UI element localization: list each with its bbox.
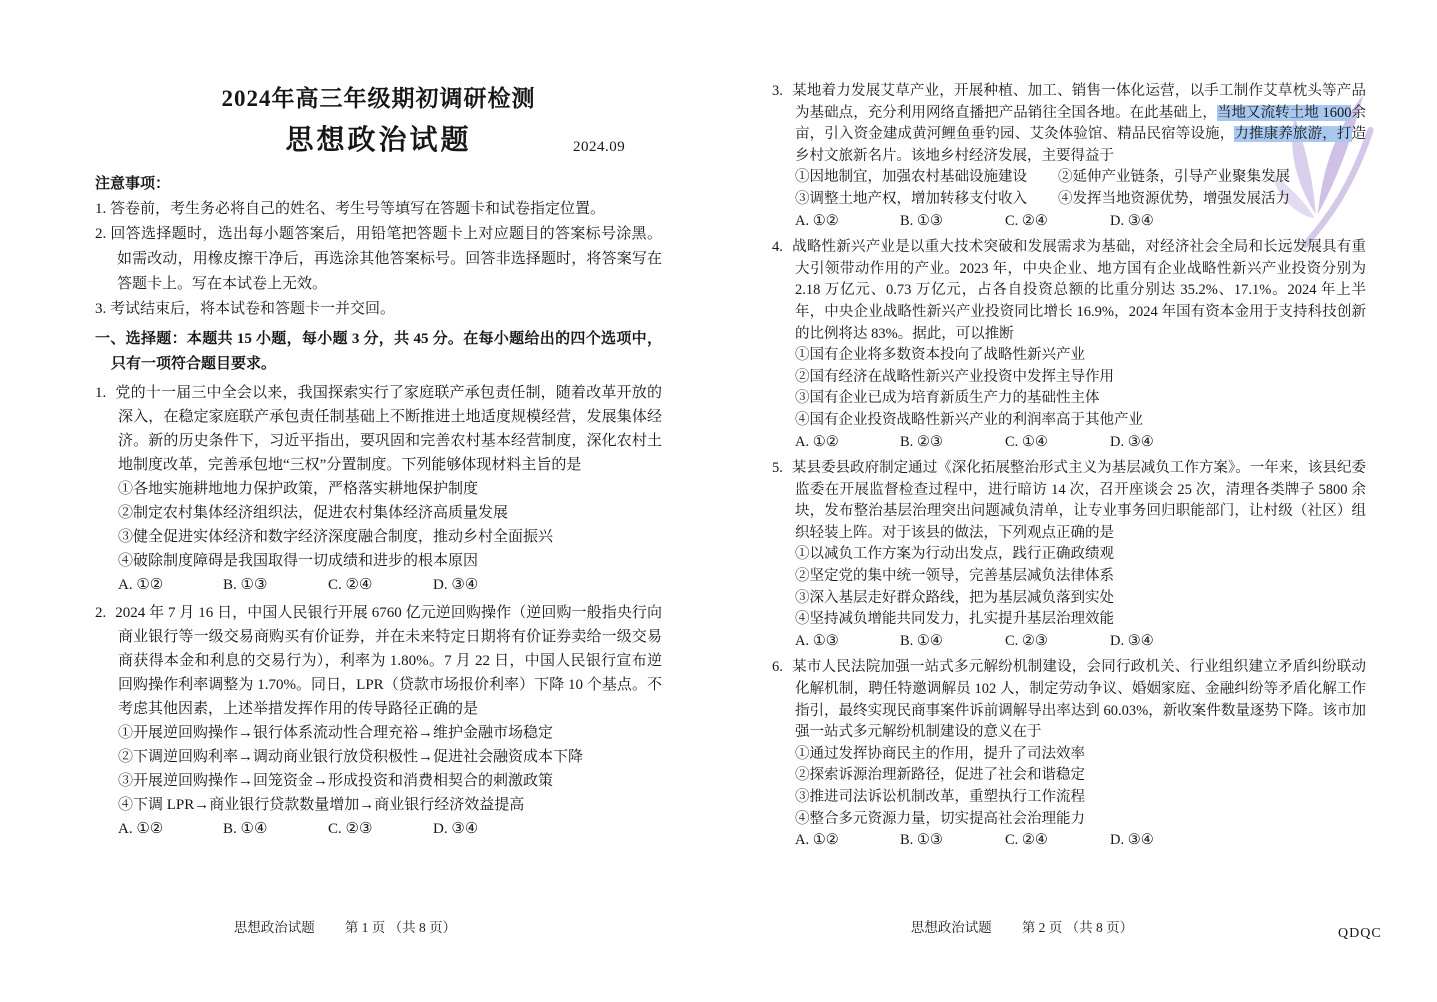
- answer-choice: B. ①③: [900, 832, 943, 849]
- answer-choices: [118, 817, 662, 841]
- question-stem: [772, 458, 1366, 544]
- answer-choice: C. ②④: [1005, 212, 1048, 229]
- option-item: ①通过发挥协商民主的作用，提升了司法效率: [795, 745, 1085, 762]
- option-item: ③健全促进实体经济和数字经济深度融合制度，推动乡村全面振兴: [118, 529, 554, 545]
- option-item: ④发挥当地资源优势，增强发展活力: [1058, 190, 1290, 207]
- answer-choices: [795, 631, 1366, 653]
- option-item: ④国有企业投资战略性新兴产业的利润率高于其他产业: [795, 411, 1143, 428]
- exam-subject-title: 思想政治试题: [285, 125, 472, 156]
- answer-choice: C. ①④: [1005, 433, 1048, 450]
- option-item: ③深入基层走好群众路线，把为基层减负落到实处: [795, 589, 1114, 606]
- page-2: [772, 76, 1366, 852]
- question-1: [95, 381, 662, 597]
- answer-choice: A. ①②: [795, 832, 839, 849]
- question-number: 6.: [772, 659, 783, 676]
- option-item: ③推进司法诉讼机制改革，重塑执行工作流程: [795, 789, 1085, 805]
- option-item: ③国有企业已成为培育新质生产力的基础性主体: [795, 390, 1100, 407]
- footer-doc-title: 思想政治试题: [233, 920, 315, 935]
- answer-choice: A. ①③: [795, 632, 839, 649]
- question-stem: [95, 601, 662, 721]
- answer-choice: A. ①②: [118, 821, 164, 837]
- question-3: [772, 81, 1366, 232]
- exam-date: 2024.09: [573, 139, 626, 155]
- question-number: 4.: [772, 239, 783, 256]
- question-6: [772, 657, 1366, 851]
- answer-choice: C. ②③: [1005, 632, 1048, 649]
- page-2-footer: [772, 916, 1272, 936]
- stem-text: 党的十一届三中全会以来，我国探索实行了家庭联产承包责任制，随着改革开放的深入，在稳定家庭联产承包责任制基础上不断推进土地适度规模经营，发展集体经济。新的历史条件下，习近平指出，要巩固和完善农村基本经营制度，深化农村土地制度改革，完善承包地“三权”分置制度。下列能够体现材料主旨的是: [115, 385, 662, 473]
- option-item: ④下调 LPR→商业银行贷款数量增加→商业银行经济效益提高: [118, 797, 525, 813]
- stem-text: 2024 年 7 月 16 日，中国人民银行开展 6760 亿元逆回购操作（逆回购一般指央行向商业银行等一级交易商购买有价证券，并在未来特定日期将有价证券卖给一级交易商获得本金和利息的交易行为），利率为 1.80%。7 月 22 日，中国人民银行宣布逆回购操作利率调整为 1.70%。同日，LPR（贷款市场报价利率）下降 10 个基点。不考虑其他因素，上述举措发挥作用的传导路径正确的是: [115, 605, 662, 717]
- option-item: ②探索诉源治理新路径，促进了社会和谐稳定: [795, 767, 1085, 784]
- stem-text: 某市人民法院加强一站式多元解纷机制建设，会同行政机关、行业组织建立矛盾纠纷联动化解机制，聘任特邀调解员 102 人，制定劳动争议、婚姻家庭、金融纠纷等矛盾化解工作指引，最终实现民商事案件诉前调解导出率达到 60.03%，新收案件数量逐势下降。该市加强一站式多元解纷机制建设的意义在于: [791, 659, 1366, 741]
- answer-choice: A. ①②: [118, 577, 164, 593]
- answer-choices: [795, 830, 1366, 852]
- highlighted-text: 力推康养旅游，打: [1234, 126, 1352, 143]
- answer-choices: [118, 573, 662, 597]
- question-stem: [772, 657, 1366, 743]
- highlighted-text: 当地又流转土地 1600: [1216, 104, 1352, 121]
- page-1-footer: [95, 916, 595, 936]
- option-item: ①开展逆回购操作→银行体系流动性合理充裕→维护金融市场稳定: [118, 725, 554, 741]
- note-item: 2. 回答选择题时，选出每小题答案后，用铅笔把答题卡上对应题目的答案标号涂黑。如需改动，用橡皮擦干净后，再选涂其他答案标号。回答非选择题时，将答案写在答题卡上。写在本试卷上无效。: [95, 226, 662, 292]
- answer-choice: A. ①②: [795, 212, 839, 229]
- answer-choice: B. ①④: [900, 632, 943, 649]
- answer-choice: B. ②③: [900, 433, 943, 450]
- corner-mark: QDQC: [1338, 926, 1382, 941]
- answer-choice: B. ①③: [223, 577, 268, 593]
- note-item: 1. 答卷前，考生务必将自己的姓名、考生号等填写在答题卡和试卷指定位置。: [95, 201, 606, 217]
- question-number: 3.: [772, 83, 783, 99]
- option-item: ④坚持减负增能共同发力，扎实提升基层治理效能: [795, 611, 1114, 628]
- stem-text: 余亩，引入资金建成黄河鲤鱼垂钓园、艾灸体验馆、精品民宿等设施，: [795, 104, 1367, 143]
- question-number: 2.: [95, 605, 107, 621]
- answer-choice: D. ③④: [1110, 433, 1154, 450]
- option-item: ②坚定党的集中统一领导，完善基层减负法律体系: [795, 568, 1114, 585]
- option-item: ④破除制度障碍是我国取得一切成绩和进步的根本原因: [118, 553, 479, 569]
- notes-list: [95, 197, 662, 322]
- questions-page-1: [95, 381, 662, 841]
- question-number: 5.: [772, 460, 783, 477]
- answer-choice: C. ②④: [1005, 832, 1048, 849]
- answer-choice: D. ③④: [1110, 832, 1154, 849]
- option-item: ①因地制宜，加强农村基础设施建设: [795, 169, 1027, 186]
- stem-text: 战略性新兴产业是以重大技术突破和发展需求为基础，对经济社会全局和长远发展具有重大引领带动作用的产业。2023 年，中央企业、地方国有企业战略性新兴产业投资分别为 2.18 万亿元、0.73 万亿元，占各自投资总额的比重分别达 35.2%、17.1%。2024 年上半年，中央企业战略性新兴产业投资同比增长 16.9%，2024 年国有资本金用于支持科技创新的比例将达 83%。据此，可以推断: [791, 239, 1366, 342]
- option-item: ①以减负工作方案为行动出发点，践行正确政绩观: [795, 546, 1114, 563]
- answer-choice: D. ③④: [433, 577, 479, 593]
- answer-choice: B. ①④: [223, 821, 268, 837]
- footer-page-number: 第 2 页 （共 8 页）: [1021, 920, 1134, 935]
- answer-choice: A. ①②: [795, 433, 839, 450]
- option-row: [795, 167, 1366, 189]
- answer-choice: D. ③④: [1110, 632, 1154, 649]
- answer-choice: B. ①③: [900, 212, 943, 229]
- page-1: [95, 80, 662, 841]
- option-item: ①各地实施耕地地力保护政策，严格落实耕地保护制度: [118, 481, 479, 497]
- option-item: ④整合多元资源力量，切实提高社会治理能力: [795, 810, 1085, 827]
- stem-text: 造乡村文旅新名片。该地乡村经济发展，主要得益于: [795, 126, 1367, 164]
- question-2: [95, 601, 662, 841]
- question-stem: [772, 81, 1367, 167]
- question-number: 1.: [95, 385, 107, 401]
- stem-text: 某地着力发展艾草产业，开展种植、加工、销售一体化运营，以手工制作艾草枕头等产品为基础点，充分利用网络直播把产品销往全国各地。在此基础上，: [791, 83, 1366, 121]
- option-row: [795, 189, 1366, 211]
- answer-choice: C. ②④: [328, 577, 373, 593]
- exam-subtitle-row: [95, 118, 662, 160]
- question-stem: [772, 237, 1366, 345]
- footer-doc-title: 思想政治试题: [910, 920, 992, 935]
- option-item: ①国有企业将多数资本投向了战略性新兴产业: [795, 347, 1085, 364]
- option-item: ③调整土地产权，增加转移支付收入: [795, 190, 1027, 207]
- option-item: ②下调逆回购利率→调动商业银行放贷积极性→促进社会融资成本下降: [118, 749, 584, 765]
- question-4: [772, 237, 1366, 453]
- option-item: ③开展逆回购操作→回笼资金→形成投资和消费相契合的刺激政策: [118, 773, 554, 789]
- section-heading: 一、选择题：本题共 15 小题，每小题 3 分，共 45 分。在每小题给出的四个选项中，只有一项符合题目要求。: [95, 331, 662, 372]
- question-stem: [95, 381, 662, 477]
- footer-page-number: 第 1 页 （共 8 页）: [344, 920, 457, 935]
- exam-title: 2024年高三年级期初调研检测: [221, 86, 536, 111]
- option-item: ②制定农村集体经济组织法，促进农村集体经济高质量发展: [118, 505, 509, 521]
- answer-choice: D. ③④: [433, 821, 479, 837]
- answer-choice: C. ②③: [328, 821, 373, 837]
- questions-page-2: [772, 81, 1366, 852]
- stem-text: 某县委县政府制定通过《深化拓展整治形式主义为基层减负工作方案》。一年来，该县纪委监委在开展监督检查过程中，进行暗访 14 次，召开座谈会 25 次，清理各类牌子 5800 余块，发布整治基层治理突出问题减负清单，让专业事务回归职能部门，让村级（社区）组织轻装上阵。对于该县的做法，下列观点正确的是: [791, 460, 1366, 541]
- option-item: ②国有经济在战略性新兴产业投资中发挥主导作用: [795, 368, 1114, 385]
- note-item: 3. 考试结束后，将本试卷和答题卡一并交回。: [95, 301, 396, 317]
- answer-choices: [795, 211, 1366, 233]
- answer-choices: [795, 432, 1366, 454]
- option-item: ②延伸产业链条，引导产业聚集发展: [1058, 169, 1290, 186]
- notes-heading: 注意事项：: [95, 176, 171, 192]
- answer-choice: D. ③④: [1110, 212, 1154, 229]
- question-5: [772, 458, 1366, 652]
